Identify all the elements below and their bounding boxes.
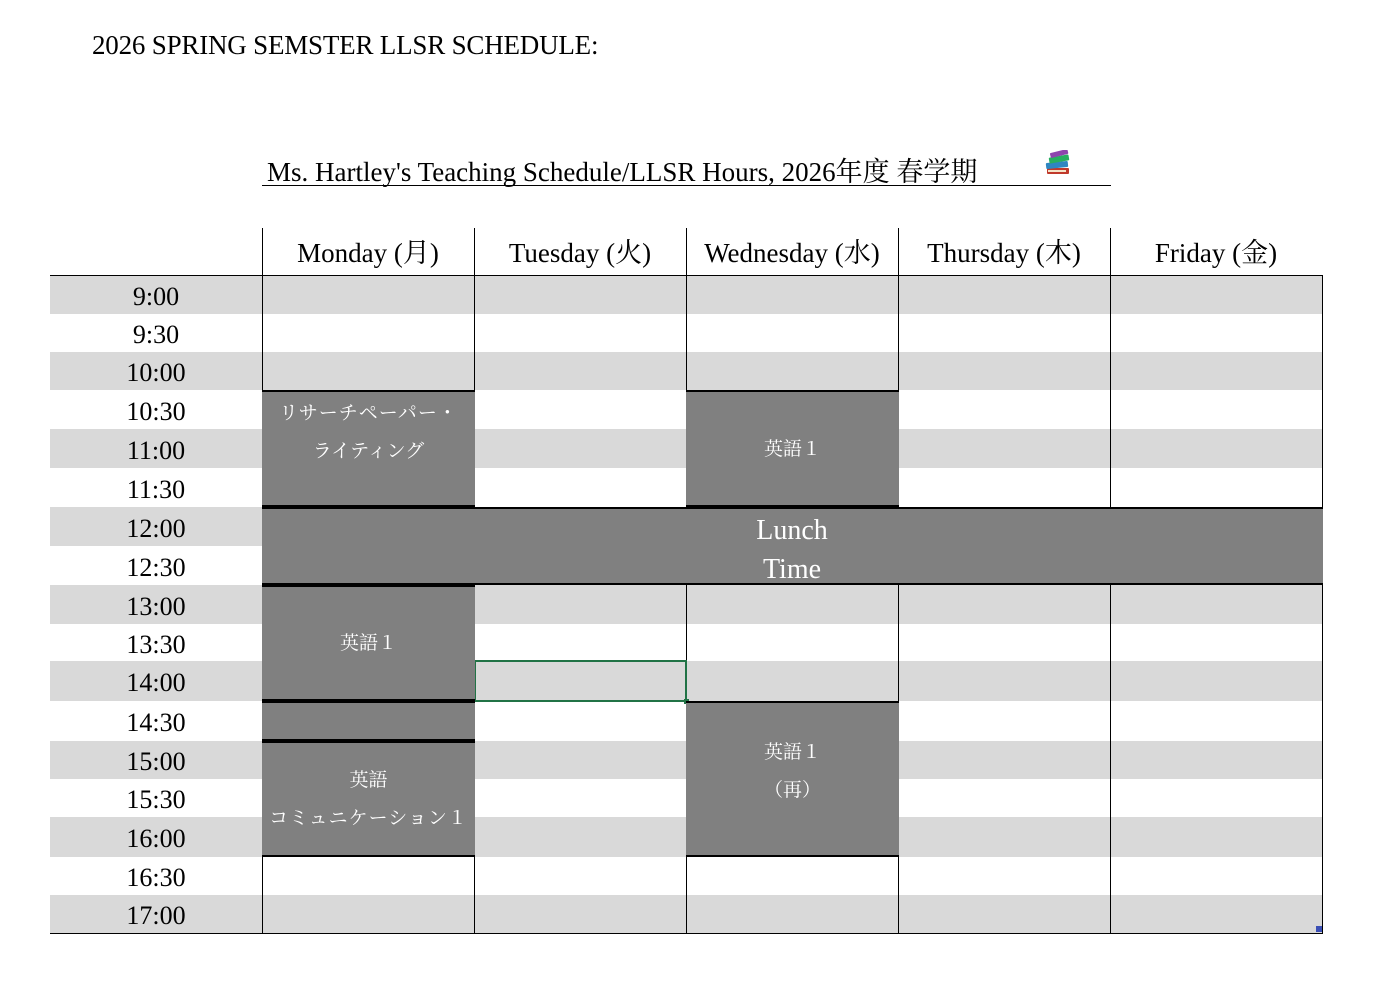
class-label: 英語１ xyxy=(763,741,821,763)
day-header: Wednesday (水) xyxy=(704,238,880,268)
document-title: 2026 SPRING SEMSTER LLSR SCHEDULE: xyxy=(92,30,599,60)
class-block-monday-communication[interactable] xyxy=(262,741,475,857)
class-label: ライティング xyxy=(312,440,425,462)
time-label: 13:30 xyxy=(126,629,186,659)
time-label: 15:30 xyxy=(126,785,186,814)
lunch-label: Lunch xyxy=(756,515,828,546)
schedule-caption xyxy=(262,146,1111,186)
day-header: Tuesday (火) xyxy=(508,238,652,268)
class-label: リサーチペーパー・ xyxy=(279,402,458,424)
lunch-block xyxy=(262,507,475,585)
class-block-wednesday-english1-repeat[interactable] xyxy=(686,701,899,857)
time-label: 14:30 xyxy=(126,708,186,737)
time-label: 15:00 xyxy=(126,747,186,776)
time-label: 9:00 xyxy=(132,282,180,311)
class-label: 英語１ xyxy=(339,632,397,654)
time-label: 13:00 xyxy=(126,591,186,621)
day-header: Friday (金) xyxy=(1154,238,1278,268)
class-block-monday-english1[interactable] xyxy=(262,585,475,701)
time-label: 12:00 xyxy=(126,513,186,543)
class-label: 英語１ xyxy=(763,437,821,460)
time-label: 16:00 xyxy=(126,824,186,853)
lunch-label: Time xyxy=(762,554,822,585)
lunch-block xyxy=(474,507,687,585)
time-label: 16:30 xyxy=(126,863,186,892)
time-label: 10:30 xyxy=(126,396,186,426)
time-label: 11:30 xyxy=(126,474,186,504)
class-label: 英語 xyxy=(349,769,388,791)
time-label: 12:30 xyxy=(126,552,186,582)
time-label: 10:00 xyxy=(126,358,186,387)
class-label: （再） xyxy=(763,779,821,801)
class-block-monday-break[interactable] xyxy=(262,701,475,741)
time-label: 9:30 xyxy=(132,320,180,349)
lunch-block xyxy=(898,507,1111,585)
books-icon xyxy=(1044,150,1072,181)
class-block-wednesday-english1[interactable] xyxy=(686,390,899,507)
time-label: 11:00 xyxy=(126,435,186,465)
column-divider xyxy=(1322,276,1323,934)
time-label: 14:00 xyxy=(126,668,186,697)
class-label: コミュニケーション１ xyxy=(269,807,468,829)
day-header: Thursday (木) xyxy=(927,238,1081,268)
day-header: Monday (月) xyxy=(297,238,439,268)
class-block-monday-research-writing[interactable] xyxy=(262,390,475,507)
selected-cell[interactable] xyxy=(474,660,687,702)
time-label: 17:00 xyxy=(126,901,186,930)
resize-corner[interactable] xyxy=(1316,926,1322,932)
schedule-caption-text: Ms. Hartley's Teaching Schedule/LLSR Hours, 2026年度 春学期 xyxy=(267,157,978,187)
lunch-block xyxy=(1110,507,1323,585)
